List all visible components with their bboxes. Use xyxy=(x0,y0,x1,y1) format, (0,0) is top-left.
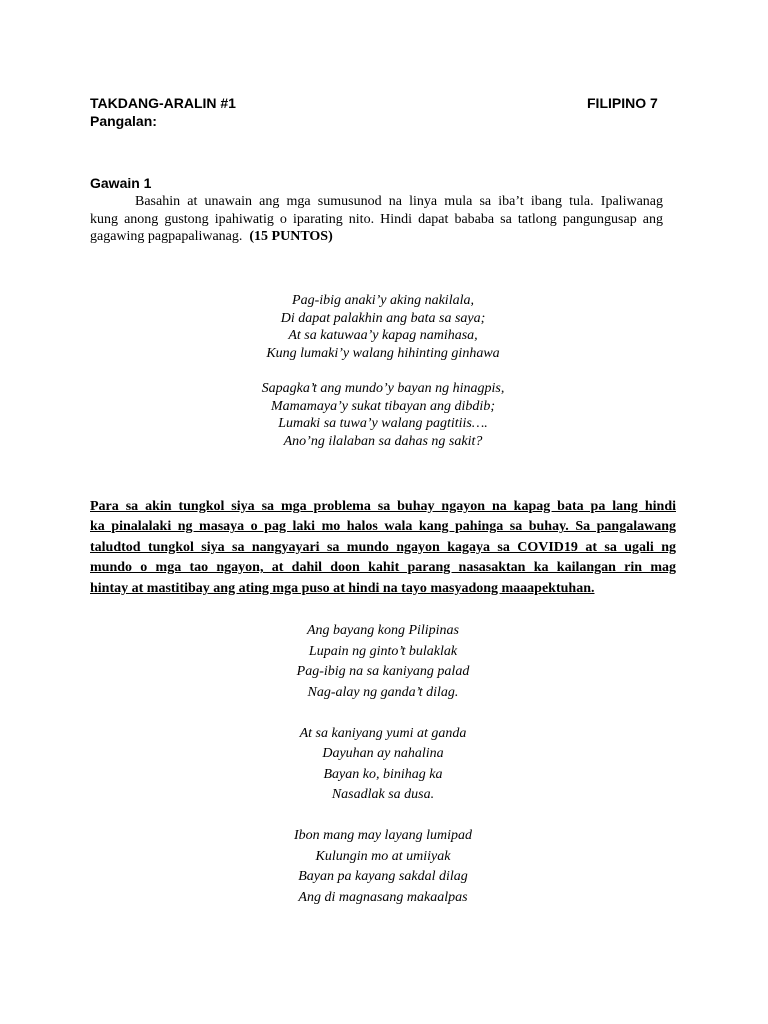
stanza-spacer xyxy=(90,703,676,724)
instructions-text: gagawing pagpapaliwanag. xyxy=(90,229,243,244)
poem-line: Ano’ng ilalaban sa dahas ng sakit? xyxy=(283,433,483,449)
poem-excerpt-1 xyxy=(90,292,676,450)
poem-excerpt-2 xyxy=(90,621,676,908)
poem-line: Nag-alay ng ganda’t dilag. xyxy=(307,684,459,700)
answer-line: mundo o mga tao ngayon, at dahil doon kahit parang nasasaktan ka kailangan rin mag xyxy=(90,560,676,576)
answer-line: ka pinalalaki ng masaya o pag laki mo halos wala kang pahinga sa buhay. Sa pangalawang xyxy=(90,519,676,535)
poem-line: At sa kaniyang yumi at ganda xyxy=(299,725,467,741)
points-label: (15 PUNTOS) xyxy=(249,229,333,244)
poem-line: Di dapat palakhin ang bata sa saya; xyxy=(280,310,486,326)
stanza-spacer xyxy=(90,806,676,827)
name-label: Pangalan: xyxy=(90,113,157,129)
answer-line: taludtod tungkol siya sa nangyayari sa mundo ngayon kagaya sa COVID19 at sa ugali ng xyxy=(90,539,676,555)
poem-line: Ang bayang kong Pilipinas xyxy=(306,623,460,638)
poem-line: Ibon mang may layang lumipad xyxy=(293,828,473,843)
poem-line: Lumaki sa tuwa’y walang pagtitiis…. xyxy=(278,416,488,431)
poem-line: Ang di magnasang makaalpas xyxy=(298,889,468,905)
poem-line: Mamamaya’y sukat tibayan ang dibdib; xyxy=(271,398,495,414)
poem-line: At sa katuwaa’y kapag namihasa, xyxy=(288,328,478,343)
poem-line: Kung lumaki’y walang hihinting ginhawa xyxy=(266,345,500,361)
poem-line: Pag-ibig anaki’y aking nakilala, xyxy=(292,293,474,308)
answer-line: Para sa akin tungkol siya sa mga problema sa buhay ngayon na kapag bata pa lang hindi xyxy=(90,499,676,514)
poem-line: Bayan ko, binihag ka xyxy=(323,766,443,782)
instructions-line: kung anong gustong ipahiwatig o iparating nito. Hindi dapat bababa sa tatlong pangungusap ang xyxy=(90,211,663,227)
answer-line: hintay at mastitibay ang ating mga puso at hindi na tayo masyadong maaapektuhan. xyxy=(90,580,595,596)
poem-line: Dayuhan ay nahalina xyxy=(322,746,444,761)
instructions-line: Basahin at unawain ang mga sumusunod na linya mula sa iba’t ibang tula. Ipaliwanag xyxy=(135,194,663,209)
student-answer xyxy=(90,497,676,599)
subject-title: FILIPINO 7 xyxy=(587,95,658,111)
assignment-title: TAKDANG-ARALIN #1 xyxy=(90,95,236,111)
poem-line: Kulungin mo at umiiyak xyxy=(315,848,451,864)
poem-line: Nasadlak sa dusa. xyxy=(331,787,435,802)
poem-line: Sapagka’t ang mundo’y bayan ng hinagpis, xyxy=(261,381,505,396)
activity-title: Gawain 1 xyxy=(90,175,152,191)
stanza-spacer xyxy=(90,362,676,380)
poem-line: Lupain ng ginto’t bulaklak xyxy=(308,643,458,659)
poem-line: Pag-ibig na sa kaniyang palad xyxy=(296,664,470,679)
instructions-paragraph xyxy=(90,193,663,246)
instructions-line-last xyxy=(90,228,663,246)
poem-line: Bayan pa kayang sakdal dilag xyxy=(298,869,468,884)
